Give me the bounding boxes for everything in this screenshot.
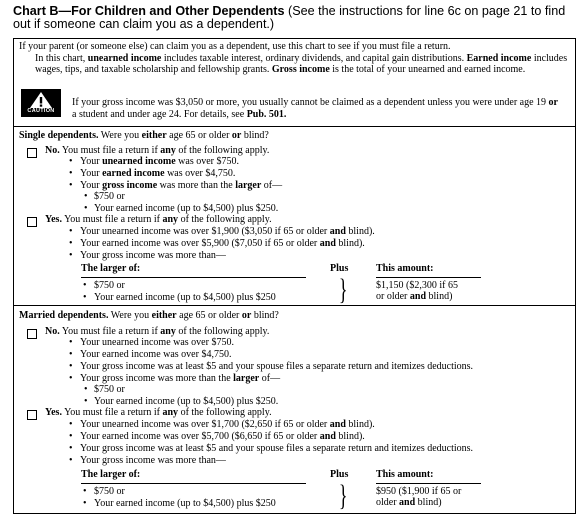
married-head-bold: Married dependents. xyxy=(19,310,109,321)
intro-line-1: If your parent (or someone else) can claim you as a dependent, use this chart to see if you must file a return. xyxy=(19,41,451,52)
single-table-amount-1: $1,150 ($2,300 if 65 xyxy=(376,280,458,291)
text: Your xyxy=(80,180,103,191)
caution-text xyxy=(72,97,564,120)
caution-text-c: a student and under age 24. For details, see xyxy=(72,108,247,120)
single-head-either: either xyxy=(141,130,167,141)
text: blind). xyxy=(335,431,365,442)
intro-p2-gross: Gross income xyxy=(271,64,330,76)
bullet: • xyxy=(83,280,87,291)
single-no-item-3 xyxy=(80,180,282,192)
intro-p2-a: In this chart, xyxy=(35,52,88,64)
text: or older xyxy=(376,291,410,302)
bullet: • xyxy=(69,250,73,261)
bullet: • xyxy=(69,443,73,454)
text-bold: This amount: xyxy=(376,263,434,274)
single-yes-text-c: of the following apply. xyxy=(178,214,272,225)
single-no-checkbox[interactable] xyxy=(27,148,37,158)
text: was over $750. xyxy=(175,156,239,167)
bullet: • xyxy=(84,203,88,214)
text-bold: unearned income xyxy=(102,156,176,167)
divider-1 xyxy=(14,126,575,127)
single-yes-line xyxy=(45,214,272,226)
bullet: • xyxy=(69,349,73,360)
single-table-amount-2 xyxy=(376,291,452,303)
text: older xyxy=(376,497,400,508)
single-head-or: or xyxy=(231,130,242,141)
bullet: • xyxy=(69,373,73,384)
bullet: • xyxy=(84,384,88,395)
text-bold: Plus xyxy=(330,263,349,274)
single-heading xyxy=(19,130,269,142)
warning-triangle-icon xyxy=(29,91,53,109)
single-table-row-2: Your earned income (up to $4,500) plus $250 xyxy=(94,292,276,303)
bullet: • xyxy=(83,498,87,509)
single-yes-item-2 xyxy=(80,238,365,250)
divider-2 xyxy=(14,305,575,306)
married-yes-text-any: any xyxy=(162,407,179,418)
text-bold: Plus xyxy=(330,469,349,480)
bullet: • xyxy=(69,168,73,179)
intro-text xyxy=(19,41,571,76)
text-bold: and xyxy=(399,497,416,508)
married-head-or: or xyxy=(241,310,252,321)
married-yes-checkbox[interactable] xyxy=(27,410,37,420)
bullet: • xyxy=(69,156,73,167)
single-head-c: age 65 or older xyxy=(166,130,232,141)
single-no-text-a: You must file a return if xyxy=(59,145,161,156)
married-table-row-1: $750 or xyxy=(94,486,125,497)
single-no-sub-1: $750 or xyxy=(94,191,125,202)
intro-p2-g: is the total of your unearned and earned income. xyxy=(329,64,526,76)
bullet: • xyxy=(83,292,87,303)
chart-title-bold: Chart B—For Children and Other Dependents xyxy=(13,4,285,18)
married-head-either: either xyxy=(151,310,177,321)
married-yes-label: Yes. xyxy=(45,407,62,418)
married-yes-item-4: Your gross income was more than— xyxy=(80,455,226,466)
text-bold: earned income xyxy=(102,168,165,179)
text-bold: larger xyxy=(233,373,260,384)
bullet: • xyxy=(69,361,73,372)
text-bold: and xyxy=(409,291,427,302)
single-table-rule-2 xyxy=(376,277,481,278)
text: blind). xyxy=(335,238,365,249)
text-bold: and xyxy=(329,226,346,237)
text: of— xyxy=(259,373,281,384)
married-no-text-any: any xyxy=(160,326,176,337)
text-bold: The larger of: xyxy=(81,469,141,480)
text-bold: gross income xyxy=(102,180,158,191)
text: Your gross income was more than the xyxy=(80,373,234,384)
married-table-h3 xyxy=(376,469,434,481)
text: blind). xyxy=(345,419,375,430)
intro-p2-e: includes wages, tips, and taxable scholarship and fellowship grants. xyxy=(35,52,568,76)
single-table-h3 xyxy=(376,263,434,275)
text: Your earned income was over $5,700 ($6,650 if 65 or older xyxy=(80,431,320,442)
caution-icon xyxy=(21,89,61,117)
married-yes-item-2 xyxy=(80,431,365,443)
single-no-sub-2: Your earned income (up to $4,500) plus $250. xyxy=(94,203,279,214)
single-yes-item-3 xyxy=(80,250,226,262)
intro-p2-unearned: unearned income xyxy=(87,52,162,64)
bullet: • xyxy=(69,226,73,237)
married-no-line xyxy=(45,326,269,338)
text-bold: This amount: xyxy=(376,469,434,480)
married-table-h1 xyxy=(81,469,140,481)
single-yes-checkbox[interactable] xyxy=(27,217,37,227)
married-heading xyxy=(19,310,279,322)
single-yes-item-1 xyxy=(80,226,375,238)
intro-p2-c: includes taxable interest, ordinary dividends, and capital gain distributions. xyxy=(161,52,467,64)
text: Your unearned income was over $1,700 ($2,650 if 65 or older xyxy=(80,419,330,430)
married-head-e: blind? xyxy=(251,310,279,321)
right-brace-icon: } xyxy=(338,273,348,306)
single-head-bold: Single dependents. xyxy=(19,130,99,141)
bullet: • xyxy=(69,431,73,442)
married-yes-text-c: of the following apply. xyxy=(178,407,272,418)
bullet: • xyxy=(69,180,73,191)
married-no-sub-1: $750 or xyxy=(94,384,125,395)
married-no-item-4 xyxy=(80,373,280,385)
single-table-h1 xyxy=(81,263,140,275)
intro-paragraph-2 xyxy=(19,53,571,76)
text-bold: and xyxy=(319,431,336,442)
single-no-text-c: of the following apply. xyxy=(175,145,270,156)
bullet: • xyxy=(83,486,87,497)
married-no-text-c: of the following apply. xyxy=(175,326,270,337)
married-table-row-2: Your earned income (up to $4,500) plus $250 xyxy=(94,498,276,509)
text: blind) xyxy=(426,291,453,302)
single-no-text-any: any xyxy=(160,145,176,156)
married-head-c: age 65 or older xyxy=(176,310,242,321)
married-no-item-1: Your unearned income was over $750. xyxy=(80,337,234,348)
single-yes-text-any: any xyxy=(162,214,179,225)
single-no-item-1 xyxy=(80,156,239,168)
text: Your gross income was more than— xyxy=(80,250,226,261)
text: Your unearned income was over $1,900 ($3,050 if 65 or older xyxy=(80,226,330,237)
caution-text-or: or xyxy=(548,97,558,108)
text: blind) xyxy=(415,497,442,508)
chart-title xyxy=(13,5,578,31)
text-bold: and xyxy=(329,419,346,430)
intro-p2-earned: Earned income xyxy=(466,52,532,64)
text: was over $4,750. xyxy=(164,168,236,179)
bullet: • xyxy=(69,419,73,430)
single-table-row-1: $750 or xyxy=(94,280,125,291)
married-table-rule-1 xyxy=(81,483,306,484)
married-yes-item-1 xyxy=(80,419,375,431)
married-no-item-2: Your earned income was over $4,750. xyxy=(80,349,232,360)
text: Your xyxy=(80,168,103,179)
text: Your xyxy=(80,156,103,167)
married-no-label: No. xyxy=(45,326,60,337)
bullet: • xyxy=(84,396,88,407)
single-yes-text-a: You must file a return if xyxy=(61,214,163,225)
married-no-text-a: You must file a return if xyxy=(59,326,161,337)
married-yes-item-3: Your gross income was at least $5 and your spouse files a separate return and itemizes deductions. xyxy=(80,443,474,454)
bullet: • xyxy=(69,455,73,466)
married-head-a: Were you xyxy=(108,310,152,321)
single-no-item-2 xyxy=(80,168,235,180)
married-no-checkbox[interactable] xyxy=(27,329,37,339)
text-bold: and xyxy=(319,238,336,249)
single-yes-label: Yes. xyxy=(45,214,62,225)
married-table-amount-1: $950 ($1,900 if 65 or xyxy=(376,486,462,497)
married-table-amount-2 xyxy=(376,497,442,509)
caution-label: CAUTION xyxy=(27,108,55,114)
text-bold: larger xyxy=(235,180,262,191)
married-no-sub-2: Your earned income (up to $4,500) plus $250. xyxy=(94,396,279,407)
caution-text-pub: Pub. 501. xyxy=(246,108,287,120)
married-table-rule-2 xyxy=(376,483,481,484)
chart-title-rest: (See the instructions for line 6c on page 21 to find out if someone can claim you as a dependent.) xyxy=(13,4,566,31)
chart-box xyxy=(13,38,576,514)
text: blind). xyxy=(345,226,375,237)
right-brace-icon: } xyxy=(338,479,348,512)
married-yes-line xyxy=(45,407,272,419)
single-table-rule-1 xyxy=(81,277,306,278)
text-bold: The larger of: xyxy=(81,263,141,274)
text: of— xyxy=(261,180,283,191)
married-no-item-3: Your gross income was at least $5 and your spouse files a separate return and itemizes deductions. xyxy=(80,361,474,372)
bullet: • xyxy=(69,238,73,249)
single-no-label: No. xyxy=(45,145,60,156)
caution-text-a: If your gross income was $3,050 or more, you usually cannot be claimed as a dependent unless you were under age 19 xyxy=(72,97,549,108)
bullet: • xyxy=(84,191,88,202)
text: was more than the xyxy=(157,180,236,191)
single-head-e: blind? xyxy=(241,130,269,141)
bullet: • xyxy=(69,337,73,348)
single-no-line xyxy=(45,145,269,157)
single-head-a: Were you xyxy=(98,130,142,141)
married-yes-text-a: You must file a return if xyxy=(61,407,163,418)
text: Your earned income was over $5,900 ($7,050 if 65 or older xyxy=(80,238,320,249)
